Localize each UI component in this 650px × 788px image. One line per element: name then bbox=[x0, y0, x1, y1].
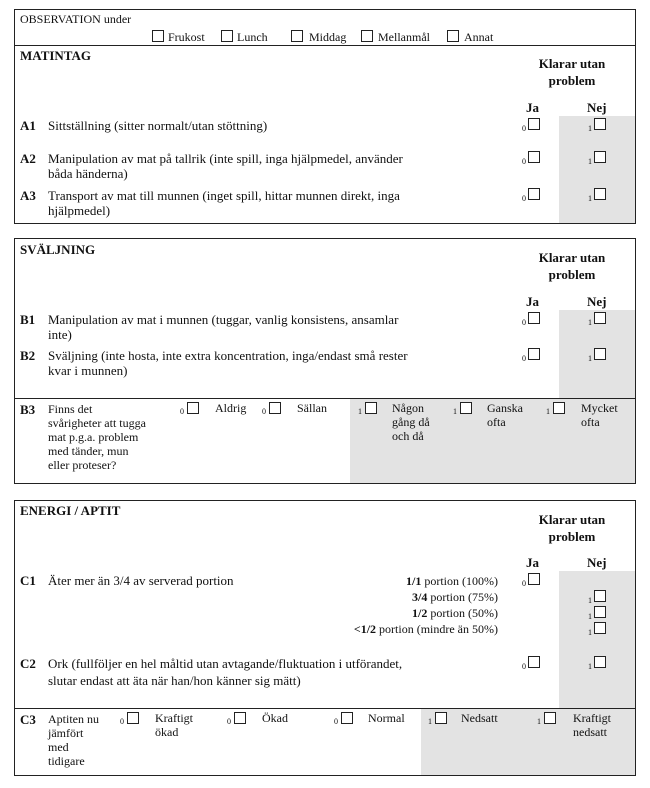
c1-nej-checkbox-under-50[interactable] bbox=[594, 622, 606, 634]
score-label: 0 bbox=[334, 717, 338, 726]
b3-option-aldrig-checkbox[interactable] bbox=[187, 402, 199, 414]
klarar-header-line1: Klarar utan bbox=[538, 250, 606, 265]
meal-label-middag: Middag bbox=[309, 30, 347, 44]
portion-text: portion (100%) bbox=[421, 574, 498, 588]
score-label: 1 bbox=[546, 407, 550, 416]
matintag-title: MATINTAG bbox=[20, 48, 92, 63]
score-label: 1 bbox=[588, 662, 592, 671]
c3-option-kraftigt-nedsatt-checkbox[interactable] bbox=[544, 712, 556, 724]
b3-option-label: ofta bbox=[487, 415, 506, 429]
ja-header: Ja bbox=[526, 294, 539, 309]
nej-column-shade-a bbox=[559, 116, 635, 223]
item-text: Transport av mat till munnen (inget spill, hittar munnen direkt, inga bbox=[48, 188, 400, 203]
score-label: 0 bbox=[522, 318, 526, 327]
c3-question-line: tidigare bbox=[48, 754, 85, 768]
b3-option-label: och då bbox=[392, 429, 424, 443]
b3-option-sallan-checkbox[interactable] bbox=[269, 402, 281, 414]
c1-portion-under-50 bbox=[300, 622, 498, 636]
energi-title: ENERGI / APTIT bbox=[20, 503, 121, 518]
a2-nej-checkbox[interactable] bbox=[594, 151, 606, 163]
c3-option-normal-checkbox[interactable] bbox=[341, 712, 353, 724]
c3-option-nedsatt-checkbox[interactable] bbox=[435, 712, 447, 724]
c3-question-line: med bbox=[48, 740, 69, 754]
nej-header: Nej bbox=[587, 555, 607, 570]
score-label: 1 bbox=[588, 628, 592, 637]
klarar-header-line2: problem bbox=[548, 267, 596, 282]
item-code: A3 bbox=[20, 188, 36, 203]
observation-label: OBSERVATION under bbox=[20, 12, 132, 26]
a3-nej-checkbox[interactable] bbox=[594, 188, 606, 200]
c3-option-label: Normal bbox=[368, 711, 405, 725]
item-text-cont: slutar endast att äta när han/hon känner sig mätt) bbox=[48, 673, 301, 688]
meal-label-lunch: Lunch bbox=[237, 30, 268, 44]
portion-text: portion (75%) bbox=[427, 590, 498, 604]
meal-label-mellanmal: Mellanmål bbox=[378, 30, 430, 44]
item-code: A1 bbox=[20, 118, 36, 133]
item-code: C3 bbox=[20, 712, 36, 727]
a2-ja-checkbox[interactable] bbox=[528, 151, 540, 163]
item-text: Manipulation av mat i munnen (tuggar, vanlig konsistens, ansamlar bbox=[48, 312, 399, 327]
b3-option-label: Aldrig bbox=[215, 401, 247, 415]
b3-option-mycket-ofta-checkbox[interactable] bbox=[553, 402, 565, 414]
c3-option-label: Kraftigt bbox=[155, 711, 193, 725]
score-label: 1 bbox=[588, 354, 592, 363]
nej-header: Nej bbox=[587, 100, 607, 115]
score-label: 1 bbox=[588, 318, 592, 327]
score-label: 1 bbox=[453, 407, 457, 416]
b3-option-label: Ganska bbox=[487, 401, 523, 415]
meal-checkbox-annat[interactable] bbox=[447, 30, 459, 42]
nej-header: Nej bbox=[587, 294, 607, 309]
score-label: 0 bbox=[120, 717, 124, 726]
portion-fraction: 3/4 bbox=[412, 590, 428, 604]
klarar-header-line2: problem bbox=[548, 529, 596, 544]
a1-ja-checkbox[interactable] bbox=[528, 118, 540, 130]
score-label: 0 bbox=[180, 407, 184, 416]
score-label: 1 bbox=[358, 407, 362, 416]
c3-option-okad-checkbox[interactable] bbox=[234, 712, 246, 724]
score-label: 0 bbox=[522, 354, 526, 363]
item-code: A2 bbox=[20, 151, 36, 166]
c1-portion-50 bbox=[300, 606, 498, 620]
score-label: 0 bbox=[522, 157, 526, 166]
klarar-header-line1: Klarar utan bbox=[538, 56, 606, 71]
meal-label-frukost: Frukost bbox=[168, 30, 205, 44]
c3-option-label: Kraftigt bbox=[573, 711, 611, 725]
score-label: 1 bbox=[588, 194, 592, 203]
item-code: C1 bbox=[20, 573, 36, 588]
item-text-cont: kvar i munnen) bbox=[48, 363, 128, 378]
item-text: Sittställning (sitter normalt/utan stöttning) bbox=[48, 118, 268, 133]
c3-option-kraftigt-okad-checkbox[interactable] bbox=[127, 712, 139, 724]
score-label: 0 bbox=[522, 194, 526, 203]
b3-option-ganska-ofta-checkbox[interactable] bbox=[460, 402, 472, 414]
score-label: 1 bbox=[588, 612, 592, 621]
score-label: 0 bbox=[522, 662, 526, 671]
c3-question-line: Aptiten nu bbox=[48, 712, 99, 726]
b3-option-label: Någon bbox=[392, 401, 424, 415]
b3-question-line: mat p.g.a. problem bbox=[48, 430, 139, 444]
item-text-cont: inte) bbox=[48, 327, 72, 342]
meal-checkbox-frukost[interactable] bbox=[152, 30, 164, 42]
score-label: 1 bbox=[588, 157, 592, 166]
ja-header: Ja bbox=[526, 100, 539, 115]
item-code: C2 bbox=[20, 656, 36, 671]
score-label: 1 bbox=[588, 124, 592, 133]
c1-ja-checkbox[interactable] bbox=[528, 573, 540, 585]
c1-nej-checkbox-50[interactable] bbox=[594, 606, 606, 618]
c3-option-label: Nedsatt bbox=[461, 711, 498, 725]
meal-checkbox-mellanmal[interactable] bbox=[361, 30, 373, 42]
svaljning-title: SVÄLJNING bbox=[20, 242, 96, 257]
meal-checkbox-lunch[interactable] bbox=[221, 30, 233, 42]
a1-nej-checkbox[interactable] bbox=[594, 118, 606, 130]
c2-nej-checkbox[interactable] bbox=[594, 656, 606, 668]
portion-fraction: 1/2 bbox=[412, 606, 428, 620]
portion-fraction: <1/2 bbox=[353, 622, 377, 636]
observation-divider bbox=[14, 45, 636, 46]
c2-ja-checkbox[interactable] bbox=[528, 656, 540, 668]
b3-question-line: eller proteser? bbox=[48, 458, 117, 472]
b3-option-label: ofta bbox=[581, 415, 600, 429]
portion-text: portion (50%) bbox=[427, 606, 498, 620]
b3-question-line: svårigheter att tugga bbox=[48, 416, 146, 430]
c1-portion-100 bbox=[300, 574, 498, 588]
score-label: 0 bbox=[227, 717, 231, 726]
c3-question-line: jämfört bbox=[48, 726, 84, 740]
klarar-header-line1: Klarar utan bbox=[538, 512, 606, 527]
b2-nej-checkbox[interactable] bbox=[594, 348, 606, 360]
meal-label-annat: Annat bbox=[464, 30, 494, 44]
item-code: B3 bbox=[20, 402, 36, 417]
c3-option-label: ökad bbox=[155, 725, 179, 739]
score-label: 1 bbox=[537, 717, 541, 726]
score-label: 1 bbox=[588, 596, 592, 605]
c3-option-label: Ökad bbox=[262, 711, 288, 725]
item-text-cont: hjälpmedel) bbox=[48, 203, 111, 218]
ja-header: Ja bbox=[526, 555, 539, 570]
item-text: Ork (fullföljer en hel måltid utan avtagande/fluktuation i utförandet, bbox=[48, 656, 403, 671]
score-label: 0 bbox=[522, 579, 526, 588]
item-code: B2 bbox=[20, 348, 36, 363]
klarar-header-line2: problem bbox=[548, 73, 596, 88]
score-label: 0 bbox=[262, 407, 266, 416]
b1-nej-checkbox[interactable] bbox=[594, 312, 606, 324]
b3-option-nagon-gang-checkbox[interactable] bbox=[365, 402, 377, 414]
b3-option-label: gång då bbox=[392, 415, 430, 429]
portion-fraction: 1/1 bbox=[406, 574, 422, 588]
b2-ja-checkbox[interactable] bbox=[528, 348, 540, 360]
item-text: Äter mer än 3/4 av serverad portion bbox=[48, 573, 234, 588]
meal-checkbox-middag[interactable] bbox=[291, 30, 303, 42]
item-text: Manipulation av mat på tallrik (inte spill, inga hjälpmedel, använder bbox=[48, 151, 403, 166]
c1-portion-75 bbox=[300, 590, 498, 604]
score-label: 1 bbox=[428, 717, 432, 726]
item-text: Sväljning (inte hosta, inte extra koncentration, inga/endast små rester bbox=[48, 348, 408, 363]
score-label: 0 bbox=[522, 124, 526, 133]
item-code: B1 bbox=[20, 312, 36, 327]
item-text-cont: båda händerna) bbox=[48, 166, 128, 181]
b3-option-label: Mycket bbox=[581, 401, 618, 415]
a3-ja-checkbox[interactable] bbox=[528, 188, 540, 200]
c1-nej-checkbox-75[interactable] bbox=[594, 590, 606, 602]
b1-ja-checkbox[interactable] bbox=[528, 312, 540, 324]
b3-option-label: Sällan bbox=[297, 401, 327, 415]
b3-question-line: med tänder, mun bbox=[48, 444, 129, 458]
b3-question-line: Finns det bbox=[48, 402, 93, 416]
c3-option-label: nedsatt bbox=[573, 725, 607, 739]
portion-text: portion (mindre än 50%) bbox=[376, 622, 498, 636]
